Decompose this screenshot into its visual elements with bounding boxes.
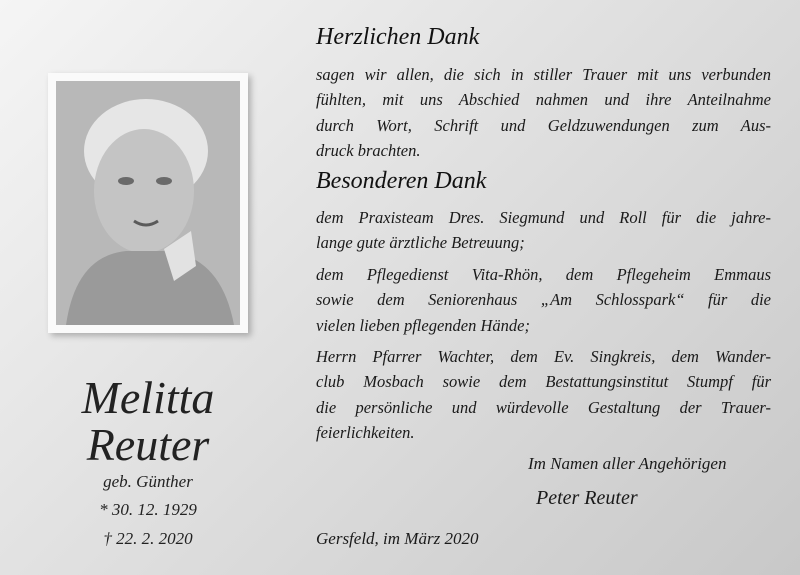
birth-date: * 30. 12. 1929 — [99, 500, 197, 519]
deceased-last-name: Reuter — [86, 419, 210, 470]
birth-name: geb. Günther — [103, 472, 193, 491]
portrait-photo — [56, 81, 240, 325]
text-line: club Mosbach sowie dem Bestattungsinstitut Stumpf für — [316, 372, 771, 392]
signer-name: Peter Reuter — [536, 487, 638, 509]
text-line: vielen lieben pflegenden Hände; — [316, 315, 530, 335]
special-thanks-heading: Besonderen Dank — [316, 168, 487, 194]
text-line: lange gute ärztliche Betreuung; — [316, 233, 525, 253]
death-date: † 22. 2. 2020 — [103, 529, 193, 548]
on-behalf-text: Im Namen aller Angehörigen — [528, 454, 727, 473]
text-line: feierlichkeiten. — [316, 422, 415, 442]
text-line: sagen wir allen, die sich in stiller Trauer mit uns verbunden — [316, 65, 771, 84]
place-and-date: Gersfeld, im März 2020 — [316, 529, 479, 548]
special-paragraph-3 — [316, 344, 771, 445]
deceased-first-name: Melitta — [81, 372, 215, 423]
thanks-heading: Herzlichen Dank — [316, 24, 480, 50]
text-line: dem Pflegedienst Vita-Rhön, dem Pflegeheim Emmaus — [316, 265, 771, 284]
text-line: sowie dem Seniorenhaus „Am Schlosspark“ für die — [316, 290, 771, 310]
text-line: dem Praxisteam Dres. Siegmund und Roll für die jahre- — [316, 208, 771, 227]
text-line: fühlten, mit uns Abschied nahmen und ihre Anteilnahme — [316, 90, 771, 110]
text-line: durch Wort, Schrift und Geldzuwendungen zum Aus- — [316, 115, 771, 135]
text-line: die persönliche und würdevolle Gestaltung der Trauer- — [316, 397, 771, 417]
thanks-paragraph — [316, 62, 771, 163]
special-paragraph-2 — [316, 262, 771, 338]
special-paragraph-1 — [316, 205, 771, 256]
text-line: Herrn Pfarrer Wachter, dem Ev. Singkreis, dem Wander- — [316, 347, 771, 366]
portrait-illustration — [56, 81, 240, 325]
text-line: druck brachten. — [316, 140, 421, 160]
portrait-frame — [48, 73, 248, 333]
